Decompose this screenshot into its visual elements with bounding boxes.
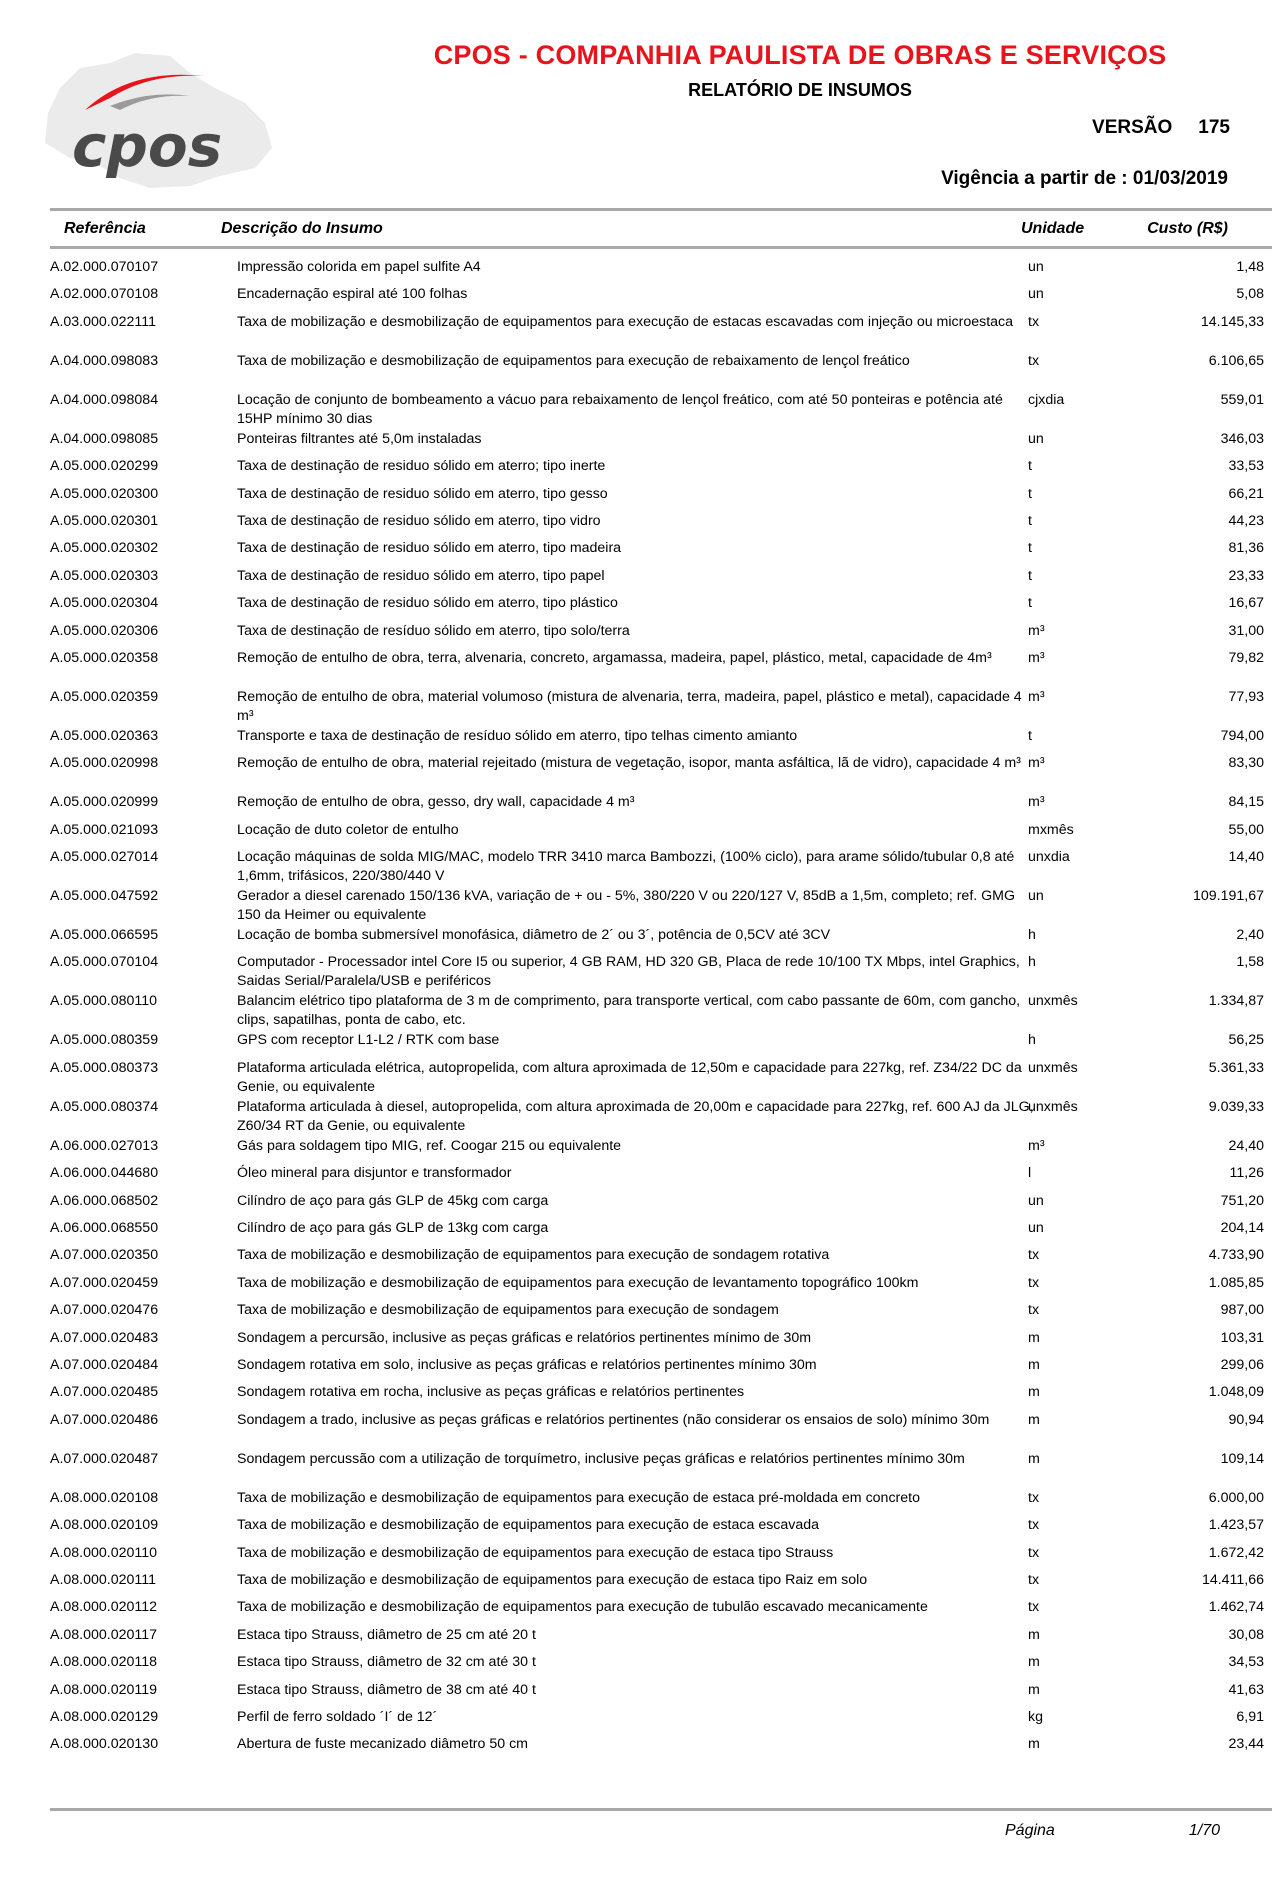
table-row (50, 539, 1272, 566)
row-description: Estaca tipo Strauss, diâmetro de 25 cm até 20 t (237, 1626, 536, 1643)
row-description: Remoção de entulho de obra, gesso, dry wall, capacidade 4 m³ (237, 794, 635, 811)
row-cost: 66,21 (1228, 485, 1264, 502)
row-description: Balancim elétrico tipo plataforma de 3 m de comprimento, para transporte vertical, com cabo passante de 60m, com gancho, clips, sapatilhas, ponta de cabo, etc. (237, 993, 1021, 1029)
row-description: GPS com receptor L1-L2 / RTK com base (237, 1032, 500, 1049)
row-unit: t (1028, 512, 1032, 529)
row-description: Taxa de mobilização e desmobilização de equipamentos para execução de estaca tipo Raiz em solo (237, 1571, 868, 1588)
row-cost: 1,58 (1236, 954, 1264, 971)
row-reference: A.04.000.098083 (50, 352, 159, 369)
table-row (50, 1450, 1272, 1489)
row-unit: m (1028, 1356, 1040, 1373)
row-unit: t (1028, 485, 1032, 502)
row-description: Encadernação espiral até 100 folhas (237, 286, 468, 303)
row-reference: A.06.000.068550 (50, 1220, 159, 1237)
row-reference: A.04.000.098085 (50, 430, 159, 447)
row-unit: tx (1028, 1571, 1040, 1588)
row-description: Locação de bomba submersível monofásica, diâmetro de 2´ ou 3´, potência de 0,5CV até 3CV (237, 927, 831, 944)
row-description: Cilíndro de aço para gás GLP de 45kg com carga (237, 1192, 549, 1209)
row-reference: A.07.000.020459 (50, 1274, 159, 1291)
row-description: Plataforma articulada elétrica, autopropelida, com altura aproximada de 12,50m e capacidade para 227kg, ref. Z34/22 DC da Genie, ou equivalente (237, 1059, 1022, 1095)
table-row (50, 1626, 1272, 1653)
row-unit: m³ (1028, 622, 1045, 639)
table-row (50, 1411, 1272, 1450)
page-label: Página (1005, 1822, 1055, 1839)
row-reference: A.05.000.020304 (50, 595, 159, 612)
table-row (50, 457, 1272, 484)
row-reference: A.05.000.020301 (50, 512, 159, 529)
table-row (50, 649, 1272, 688)
table-row (50, 1489, 1272, 1516)
table-row (50, 594, 1272, 621)
row-description: Sondagem a percursão, inclusive as peças gráficas e relatórios pertinentes mínimo de 30m (237, 1329, 812, 1346)
row-description: Computador - Processador intel Core I5 ou superior, 4 GB RAM, HD 320 GB, Placa de rede 10/100 TX Mbps, intel Graphics, Saidas Serial/Paralela/USB e periféricos (237, 954, 1020, 990)
row-reference: A.05.000.080373 (50, 1059, 159, 1076)
row-unit: tx (1028, 1544, 1040, 1561)
row-cost: 44,23 (1228, 512, 1264, 529)
column-header-reference: Referência (64, 220, 146, 237)
row-unit: m (1028, 1736, 1040, 1753)
row-cost: 5,08 (1236, 286, 1264, 303)
row-cost: 109,14 (1220, 1450, 1264, 1467)
row-reference: A.05.000.021093 (50, 821, 159, 838)
row-cost: 16,67 (1228, 595, 1264, 612)
row-description: Transporte e taxa de destinação de resíduo sólido em aterro, tipo telhas cimento amianto (237, 727, 798, 744)
row-cost: 84,15 (1228, 794, 1264, 811)
row-cost: 1,48 (1236, 259, 1264, 275)
column-header-description: Descrição do Insumo (221, 220, 383, 237)
header-divider-top (50, 208, 1272, 211)
table-row (50, 793, 1272, 820)
row-unit: m (1028, 1411, 1040, 1428)
row-unit: m (1028, 1384, 1040, 1401)
row-reference: A.08.000.020130 (50, 1736, 159, 1753)
row-cost: 9.039,33 (1208, 1098, 1264, 1115)
row-unit: tx (1028, 1247, 1040, 1264)
row-reference: A.07.000.020484 (50, 1356, 159, 1373)
row-unit: m³ (1028, 755, 1045, 772)
version-label: VERSÃO (1092, 117, 1173, 138)
row-reference: A.05.000.020306 (50, 622, 159, 639)
row-cost: 77,93 (1228, 688, 1264, 705)
row-description: Taxa de destinação de residuo sólido em aterro, tipo papel (237, 567, 605, 584)
row-cost: 11,26 (1229, 1165, 1264, 1182)
row-unit: m (1028, 1626, 1040, 1643)
row-unit: m (1028, 1654, 1040, 1671)
row-reference: A.05.000.020303 (50, 567, 159, 584)
table-row (50, 1544, 1272, 1571)
column-header-cost: Custo (R$) (1147, 220, 1228, 237)
table-row (50, 1219, 1272, 1246)
row-cost: 6.106,65 (1208, 352, 1264, 369)
table-row (50, 485, 1272, 512)
row-description: Ponteiras filtrantes até 5,0m instaladas (237, 430, 482, 447)
row-description: Taxa de destinação de resíduo sólido em aterro, tipo solo/terra (237, 622, 630, 639)
row-cost: 559,01 (1220, 391, 1264, 408)
table-row (50, 1192, 1272, 1219)
row-unit: h (1028, 927, 1036, 944)
row-description: Taxa de mobilização e desmobilização de equipamentos para execução de estacas escavadas com injeção ou microestaca (237, 313, 1014, 330)
row-cost: 24,40 (1228, 1137, 1264, 1154)
row-unit: l (1028, 1165, 1032, 1182)
row-description: Locação de conjunto de bombeamento a vácuo para rebaixamento de lençol freático, com até 50 ponteiras e potência até 15HP mínimo 30 dias (237, 391, 1003, 427)
row-cost: 34,53 (1228, 1654, 1264, 1671)
row-cost: 56,25 (1228, 1032, 1264, 1049)
table-row (50, 1031, 1272, 1058)
row-unit: un (1028, 888, 1044, 905)
row-description: Locação de duto coletor de entulho (237, 821, 459, 838)
row-cost: 14.411,66 (1201, 1571, 1264, 1588)
row-reference: A.05.000.020359 (50, 688, 159, 705)
row-cost: 1.423,57 (1208, 1517, 1264, 1534)
header-divider-bottom (50, 246, 1272, 249)
row-description: Taxa de mobilização e desmobilização de equipamentos para execução de sondagem rotativa (237, 1247, 830, 1264)
row-reference: A.08.000.020117 (50, 1626, 158, 1643)
table-row (50, 285, 1272, 312)
row-cost: 1.048,09 (1208, 1384, 1264, 1401)
table-row (50, 821, 1272, 848)
table-row (50, 352, 1272, 391)
row-unit: m³ (1028, 688, 1045, 705)
table-row (50, 688, 1272, 727)
row-unit: unxmês (1028, 1059, 1078, 1076)
row-unit: un (1028, 286, 1044, 303)
row-description: Taxa de mobilização e desmobilização de equipamentos para execução de sondagem (237, 1302, 779, 1319)
row-reference: A.08.000.020110 (50, 1544, 158, 1561)
row-description: Gerador a diesel carenado 150/136 kVA, variação de + ou - 5%, 380/220 V ou 220/127 V, 85dB a 1,5m, completo; ref. GMG 150 da Heimer ou equivalente (237, 888, 1016, 924)
row-unit: t (1028, 595, 1032, 612)
row-unit: tx (1028, 1274, 1040, 1291)
row-unit: tx (1028, 313, 1040, 330)
cpos-logo (40, 48, 280, 198)
row-reference: A.07.000.020483 (50, 1329, 159, 1346)
row-reference: A.05.000.020302 (50, 540, 159, 557)
row-unit: unxmês (1028, 993, 1078, 1010)
row-description: Taxa de destinação de residuo sólido em aterro, tipo plástico (237, 595, 618, 612)
table-row (50, 1708, 1272, 1735)
table-row (50, 1059, 1272, 1098)
row-cost: 794,00 (1220, 727, 1264, 744)
row-description: Locação máquinas de solda MIG/MAC, modelo TRR 3410 marca Bambozzi, (100% ciclo), para arame sólido/tubular 0,8 até 1,6mm, trifásicos, 220/380/440 V (237, 849, 1015, 885)
row-description: Estaca tipo Strauss, diâmetro de 38 cm até 40 t (237, 1681, 536, 1698)
row-reference: A.02.000.070107 (50, 259, 159, 275)
row-reference: A.05.000.080374 (50, 1098, 159, 1115)
row-cost: 55,00 (1228, 821, 1264, 838)
items-table (50, 258, 1272, 1763)
row-reference: A.08.000.020118 (50, 1654, 158, 1671)
row-description: Remoção de entulho de obra, terra, alvenaria, concreto, argamassa, madeira, papel, plástico, metal, capacidade de 4m³ (237, 649, 992, 666)
row-reference: A.05.000.070104 (50, 954, 159, 971)
row-reference: A.07.000.020350 (50, 1247, 159, 1264)
validity-date: Vigência a partir de : 01/03/2019 (941, 168, 1228, 189)
table-row (50, 1164, 1272, 1191)
row-unit: m³ (1028, 649, 1045, 666)
table-row (50, 926, 1272, 953)
row-reference: A.08.000.020119 (50, 1681, 158, 1698)
row-unit: h (1028, 954, 1036, 971)
row-cost: 2,40 (1236, 927, 1264, 944)
row-reference: A.05.000.020363 (50, 727, 159, 744)
row-reference: A.05.000.020300 (50, 485, 159, 502)
row-unit: t (1028, 727, 1032, 744)
row-description: Remoção de entulho de obra, material volumoso (mistura de alvenaria, terra, madeira, papel, plástico e metal), capacidade 4 m³ (237, 688, 1022, 724)
row-reference: A.05.000.047592 (50, 888, 159, 905)
row-reference: A.06.000.044680 (50, 1165, 159, 1182)
row-description: Taxa de mobilização e desmobilização de equipamentos para execução de levantamento topográfico 100km (237, 1274, 919, 1291)
row-unit: t (1028, 458, 1032, 475)
row-reference: A.05.000.020299 (50, 458, 159, 475)
row-description: Cilíndro de aço para gás GLP de 13kg com carga (237, 1220, 549, 1237)
table-row (50, 258, 1272, 285)
table-row (50, 567, 1272, 594)
row-reference: A.08.000.020109 (50, 1517, 159, 1534)
row-description: Gás para soldagem tipo MIG, ref. Coogar 215 ou equivalente (237, 1137, 622, 1154)
row-unit: m (1028, 1681, 1040, 1698)
row-reference: A.05.000.020999 (50, 794, 159, 811)
row-unit: un (1028, 1192, 1044, 1209)
row-description: Sondagem percussão com a utilização de torquímetro, inclusive peças gráficas e relatórios pertinentes mínimo 30m (237, 1450, 965, 1467)
row-cost: 346,03 (1220, 430, 1264, 447)
row-cost: 1.672,42 (1208, 1544, 1264, 1561)
row-cost: 31,00 (1228, 622, 1264, 639)
row-description: Taxa de mobilização e desmobilização de equipamentos para execução de estaca pré-moldada em concreto (237, 1489, 920, 1506)
row-unit: unxdia (1028, 849, 1070, 866)
row-description: Taxa de destinação de residuo sólido em aterro; tipo inerte (237, 458, 606, 475)
row-reference: A.06.000.068502 (50, 1192, 159, 1209)
row-reference: A.05.000.080110 (50, 993, 158, 1010)
row-description: Perfil de ferro soldado ´I´ de 12´ (237, 1708, 438, 1725)
page-number: 1/70 (1188, 1822, 1220, 1839)
version-block (1092, 117, 1230, 139)
row-reference: A.05.000.080359 (50, 1032, 159, 1049)
row-unit: h (1028, 1032, 1036, 1049)
row-cost: 79,82 (1228, 649, 1264, 666)
row-unit: un (1028, 259, 1044, 275)
row-unit: tx (1028, 1517, 1040, 1534)
row-cost: 987,00 (1220, 1302, 1264, 1319)
row-unit: m³ (1028, 794, 1045, 811)
row-description: Sondagem rotativa em solo, inclusive as peças gráficas e relatórios pertinentes mínimo 30m (237, 1356, 817, 1373)
row-description: Taxa de mobilização e desmobilização de equipamentos para execução de estaca escavada (237, 1517, 820, 1534)
table-row (50, 1598, 1272, 1625)
table-row (50, 992, 1272, 1031)
row-reference: A.05.000.027014 (50, 849, 159, 866)
row-cost: 30,08 (1228, 1626, 1264, 1643)
table-row (50, 1246, 1272, 1273)
row-reference: A.07.000.020487 (50, 1450, 159, 1467)
row-description: Taxa de destinação de residuo sólido em aterro, tipo vidro (237, 512, 601, 529)
row-reference: A.07.000.020486 (50, 1411, 159, 1428)
row-unit: tx (1028, 1489, 1040, 1506)
row-reference: A.08.000.020129 (50, 1708, 159, 1725)
row-description: Taxa de mobilização e desmobilização de equipamentos para execução de estaca tipo Strauss (237, 1544, 834, 1561)
row-description: Taxa de mobilização e desmobilização de equipamentos para execução de tubulão escavado mecanicamente (237, 1599, 928, 1616)
row-unit: tx (1028, 1599, 1040, 1616)
svg-text:cpos: cpos (72, 112, 223, 180)
row-cost: 103,31 (1220, 1329, 1264, 1346)
table-row (50, 1137, 1272, 1164)
table-row (50, 1383, 1272, 1410)
row-description: Taxa de destinação de residuo sólido em aterro, tipo gesso (237, 485, 608, 502)
row-description: Taxa de mobilização e desmobilização de equipamentos para execução de rebaixamento de lençol freático (237, 352, 910, 369)
row-description: Abertura de fuste mecanizado diâmetro 50 cm (237, 1736, 528, 1753)
row-unit: un (1028, 430, 1044, 447)
row-cost: 83,30 (1228, 755, 1264, 772)
row-cost: 6.000,00 (1208, 1489, 1264, 1506)
row-unit: unxmês (1028, 1098, 1078, 1115)
row-reference: A.05.000.066595 (50, 927, 159, 944)
table-row (50, 953, 1272, 992)
row-unit: un (1028, 1220, 1044, 1237)
row-cost: 751,20 (1220, 1192, 1264, 1209)
row-cost: 41,63 (1228, 1681, 1264, 1698)
table-row (50, 512, 1272, 539)
table-row (50, 1098, 1272, 1137)
row-reference: A.03.000.022111 (50, 313, 156, 330)
row-cost: 14,40 (1228, 849, 1264, 866)
row-cost: 90,94 (1228, 1411, 1264, 1428)
row-reference: A.02.000.070108 (50, 286, 159, 303)
row-cost: 6,91 (1236, 1708, 1264, 1725)
row-unit: tx (1028, 1302, 1040, 1319)
row-reference: A.04.000.098084 (50, 391, 159, 408)
row-description: Sondagem a trado, inclusive as peças gráficas e relatórios pertinentes (não considerar os ensaios de solo) mínimo 30m (237, 1411, 990, 1428)
row-cost: 23,33 (1228, 567, 1264, 584)
footer-divider (50, 1808, 1272, 1811)
row-unit: t (1028, 567, 1032, 584)
report-title: RELATÓRIO DE INSUMOS (688, 80, 912, 100)
table-row (50, 1356, 1272, 1383)
row-cost: 109.191,67 (1192, 888, 1264, 905)
column-header-unit: Unidade (1021, 220, 1085, 237)
row-unit: m³ (1028, 1137, 1045, 1154)
row-cost: 81,36 (1228, 540, 1264, 557)
row-unit: kg (1028, 1708, 1043, 1725)
row-cost: 23,44 (1228, 1736, 1264, 1753)
table-row (50, 1516, 1272, 1543)
row-reference: A.05.000.020998 (50, 755, 159, 772)
table-row (50, 1274, 1272, 1301)
table-row (50, 391, 1272, 430)
row-reference: A.06.000.027013 (50, 1137, 159, 1154)
table-row (50, 430, 1272, 457)
row-cost: 33,53 (1228, 458, 1264, 475)
row-description: Taxa de destinação de residuo sólido em aterro, tipo madeira (237, 540, 622, 557)
version-number: 175 (1198, 117, 1230, 138)
row-unit: t (1028, 540, 1032, 557)
row-unit: mxmês (1028, 821, 1074, 838)
table-row (50, 1735, 1272, 1762)
row-reference: A.08.000.020112 (50, 1599, 158, 1616)
table-row (50, 1653, 1272, 1680)
row-cost: 14.145,33 (1200, 313, 1264, 330)
row-unit: tx (1028, 352, 1040, 369)
company-name: CPOS - COMPANHIA PAULISTA DE OBRAS E SERVIÇOS (433, 40, 1167, 70)
cpos-logo-mark (40, 48, 280, 198)
row-reference: A.07.000.020485 (50, 1384, 159, 1401)
table-row (50, 727, 1272, 754)
row-description: Sondagem rotativa em rocha, inclusive as peças gráficas e relatórios pertinentes (237, 1384, 745, 1401)
row-unit: m (1028, 1329, 1040, 1346)
table-row (50, 1571, 1272, 1598)
table-row (50, 1681, 1272, 1708)
table-row (50, 848, 1272, 887)
row-description: Remoção de entulho de obra, material rejeitado (mistura de vegetação, isopor, manta asfáltica, lã de vidro), capacidade 4 m³ (237, 755, 1021, 772)
table-row (50, 622, 1272, 649)
row-description: Estaca tipo Strauss, diâmetro de 32 cm até 30 t (237, 1654, 536, 1671)
row-reference: A.08.000.020111 (50, 1571, 156, 1588)
row-reference: A.07.000.020476 (50, 1302, 159, 1319)
row-unit: m (1028, 1450, 1040, 1467)
row-description: Óleo mineral para disjuntor e transformador (237, 1165, 512, 1182)
row-cost: 299,06 (1220, 1356, 1264, 1373)
row-cost: 1.462,74 (1208, 1599, 1264, 1616)
table-row (50, 313, 1272, 352)
row-description: Plataforma articulada à diesel, autopropelida, com altura aproximada de 20,00m e capacidade para 227kg, ref. 600 AJ da JLG, Z60/34 RT da Genie, ou equivalente (237, 1098, 1034, 1134)
row-description: Impressão colorida em papel sulfite A4 (237, 259, 481, 275)
table-row (50, 1301, 1272, 1328)
row-cost: 4.733,90 (1208, 1247, 1264, 1264)
row-reference: A.05.000.020358 (50, 649, 159, 666)
row-cost: 204,14 (1220, 1220, 1264, 1237)
table-row (50, 1329, 1272, 1356)
row-cost: 1.334,87 (1208, 993, 1264, 1010)
row-unit: cjxdia (1028, 391, 1065, 408)
row-cost: 5.361,33 (1208, 1059, 1264, 1076)
row-reference: A.08.000.020108 (50, 1489, 159, 1506)
row-cost: 1.085,85 (1208, 1274, 1264, 1291)
table-row (50, 887, 1272, 926)
table-row (50, 754, 1272, 793)
